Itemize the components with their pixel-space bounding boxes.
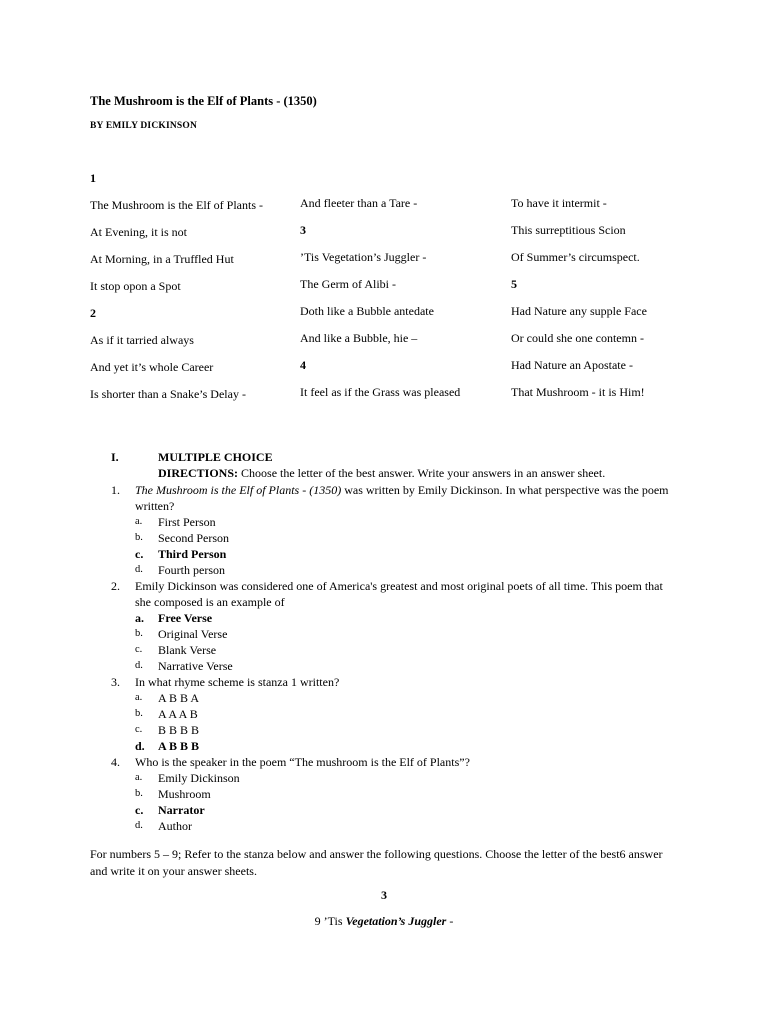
poem-line: The Germ of Alibi - xyxy=(300,277,396,291)
option-letter: d. xyxy=(135,660,143,671)
poem-line: Is shorter than a Snake’s Delay - xyxy=(90,387,246,401)
option-text: Second Person xyxy=(158,531,229,545)
option-text: A B B B xyxy=(158,739,200,753)
option-letter: a. xyxy=(135,772,143,783)
stanza-number: 4 xyxy=(300,358,306,372)
quoted-line-prefix: 9 ’Tis xyxy=(314,914,346,928)
option-text: A A A B xyxy=(158,707,198,721)
option-text: Blank Verse xyxy=(158,643,217,657)
option-letter: b. xyxy=(135,788,143,799)
instructions-note: For numbers 5 – 9; Refer to the stanza below and answer the following questions. Choose the letter of the best6 answer and write it on your answer sheets. xyxy=(90,847,663,878)
poem-line: It stop opon a Spot xyxy=(90,279,181,293)
option-text: Author xyxy=(158,819,192,833)
stanza-number: 1 xyxy=(90,171,96,185)
option-text: Emily Dickinson xyxy=(158,771,240,785)
poem-line: It feel as if the Grass was pleased xyxy=(300,385,461,399)
question xyxy=(111,674,671,690)
poem-line: This surreptitious Scion xyxy=(511,223,626,237)
option-letter: b. xyxy=(135,532,143,543)
poem-title-reference: The Mushroom is the Elf of Plants - (1350) xyxy=(135,483,342,497)
poem-line: At Evening, it is not xyxy=(90,225,187,239)
option-letter: b. xyxy=(135,628,143,639)
question xyxy=(111,578,671,610)
answer-option xyxy=(111,706,671,722)
answer-option xyxy=(111,642,671,658)
answer-option xyxy=(111,562,671,578)
poem-line: And like a Bubble, hie – xyxy=(300,331,418,345)
question-list xyxy=(111,482,671,834)
answer-option-correct xyxy=(111,610,671,626)
option-text: A B B A xyxy=(158,691,200,705)
section-number: I. xyxy=(111,450,119,464)
poem-line: As if it tarried always xyxy=(90,333,194,347)
poem-line: Had Nature an Apostate - xyxy=(511,358,633,372)
option-text: Fourth person xyxy=(158,563,225,577)
poem-title: The Mushroom is the Elf of Plants - (1350) xyxy=(90,94,317,108)
poem-line: Or could she one contemn - xyxy=(511,331,644,345)
option-letter: d. xyxy=(135,739,145,753)
directions-text: Choose the letter of the best answer. Write your answers in an answer sheet. xyxy=(238,466,606,480)
option-text: B B B B xyxy=(158,723,200,737)
question-number: 4. xyxy=(111,755,120,769)
quoted-line-suffix: - xyxy=(446,914,454,928)
answer-option xyxy=(111,690,671,706)
poem-line: At Morning, in a Truffled Hut xyxy=(90,252,234,266)
poem-byline: BY EMILY DICKINSON xyxy=(90,121,198,131)
poem-line: The Mushroom is the Elf of Plants - xyxy=(90,198,263,212)
option-text: First Person xyxy=(158,515,216,529)
option-text: Free Verse xyxy=(158,611,213,625)
option-letter: a. xyxy=(135,692,143,703)
poem-line: Had Nature any supple Face xyxy=(511,304,647,318)
question-text: Emily Dickinson was considered one of America's greatest and most original poets of all time. This poem that she composed is an example of xyxy=(135,579,663,609)
poem-column-2 xyxy=(300,195,500,411)
option-letter: d. xyxy=(135,564,143,575)
option-letter: a. xyxy=(135,611,144,625)
option-letter: c. xyxy=(135,803,144,817)
option-text: Original Verse xyxy=(158,627,228,641)
poem-line: And yet it’s whole Career xyxy=(90,360,214,374)
answer-option-correct xyxy=(111,546,671,562)
option-letter: a. xyxy=(135,516,143,527)
directions-label: DIRECTIONS: xyxy=(158,466,239,480)
question-number: 1. xyxy=(111,483,120,497)
answer-option xyxy=(111,722,671,738)
stanza-label: 3 xyxy=(381,888,387,902)
answer-option xyxy=(111,818,671,834)
poem-line: That Mushroom - it is Him! xyxy=(511,385,645,399)
option-letter: d. xyxy=(135,820,143,831)
option-text: Third Person xyxy=(158,547,227,561)
poem-line: Of Summer’s circumspect. xyxy=(511,250,640,264)
stanza-number: 2 xyxy=(90,306,96,320)
answer-option-correct xyxy=(111,802,671,818)
question-number: 3. xyxy=(111,675,120,689)
question-text: Who is the speaker in the poem “The mushroom is the Elf of Plants”? xyxy=(135,755,470,769)
stanza-number: 5 xyxy=(511,277,517,291)
option-letter: b. xyxy=(135,708,143,719)
answer-option xyxy=(111,786,671,802)
question-text: In what rhyme scheme is stanza 1 written? xyxy=(135,675,340,689)
option-text: Narrator xyxy=(158,803,205,817)
poem-column-3 xyxy=(511,195,711,411)
quoted-line-italic: Vegetation’s Juggler xyxy=(345,914,447,928)
answer-option xyxy=(111,626,671,642)
option-text: Narrative Verse xyxy=(158,659,233,673)
question-text: was written by Emily Dickinson. In what perspective was the poem written? xyxy=(135,483,669,513)
stanza-number: 3 xyxy=(300,223,306,237)
poem-line: ’Tis Vegetation’s Juggler - xyxy=(300,250,427,264)
answer-option-correct xyxy=(111,738,671,754)
answer-option xyxy=(111,770,671,786)
answer-option xyxy=(111,658,671,674)
poem-line: To have it intermit - xyxy=(511,196,607,210)
question xyxy=(111,754,671,770)
option-letter: c. xyxy=(135,644,143,655)
poem-column-1 xyxy=(90,170,290,413)
poem-line: Doth like a Bubble antedate xyxy=(300,304,434,318)
section-title: MULTIPLE CHOICE xyxy=(158,450,273,464)
option-letter: c. xyxy=(135,547,144,561)
question xyxy=(111,482,671,514)
quoted-line xyxy=(0,914,768,929)
answer-option xyxy=(111,514,671,530)
poem-line: And fleeter than a Tare - xyxy=(300,196,418,210)
option-letter: c. xyxy=(135,724,143,735)
question-number: 2. xyxy=(111,579,120,593)
answer-option xyxy=(111,530,671,546)
option-text: Mushroom xyxy=(158,787,211,801)
directions xyxy=(158,466,605,481)
